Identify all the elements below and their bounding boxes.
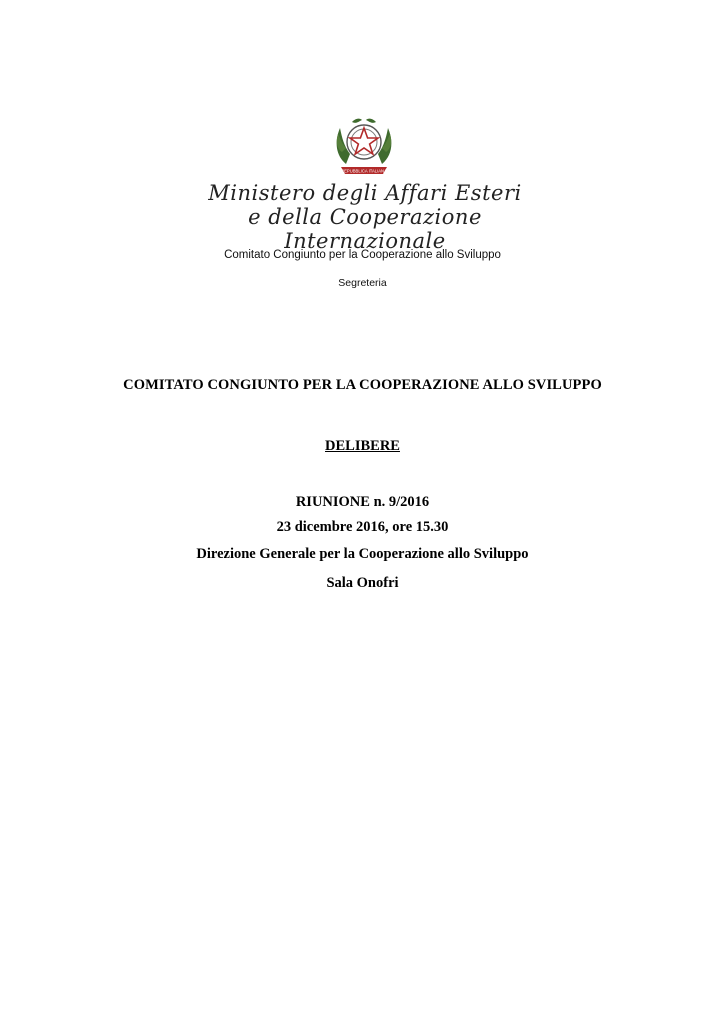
emblem-ribbon-text: REPUBBLICA ITALIANA <box>341 168 387 174</box>
meeting-room: Sala Onofri <box>326 575 399 591</box>
ministry-name-line2: e della Cooperazione Internazionale <box>248 205 482 253</box>
ministry-name <box>200 181 530 253</box>
meeting-directorate: Direzione Generale per la Cooperazione allo Sviluppo <box>196 546 529 562</box>
ministry-name-line1: Ministero degli Affari Esteri <box>208 181 522 205</box>
office-name: Segreteria <box>338 277 387 289</box>
page-title: COMITATO CONGIUNTO PER LA COOPERAZIONE ALLO SVILUPPO <box>123 377 602 393</box>
meeting-date-time: 23 dicembre 2016, ore 15.30 <box>276 519 449 535</box>
committee-name: Comitato Congiunto per la Cooperazione allo Sviluppo <box>224 249 501 261</box>
section-title: DELIBERE <box>325 438 400 454</box>
meeting-number: RIUNIONE n. 9/2016 <box>295 494 430 510</box>
emblem-ribbon <box>339 164 389 176</box>
